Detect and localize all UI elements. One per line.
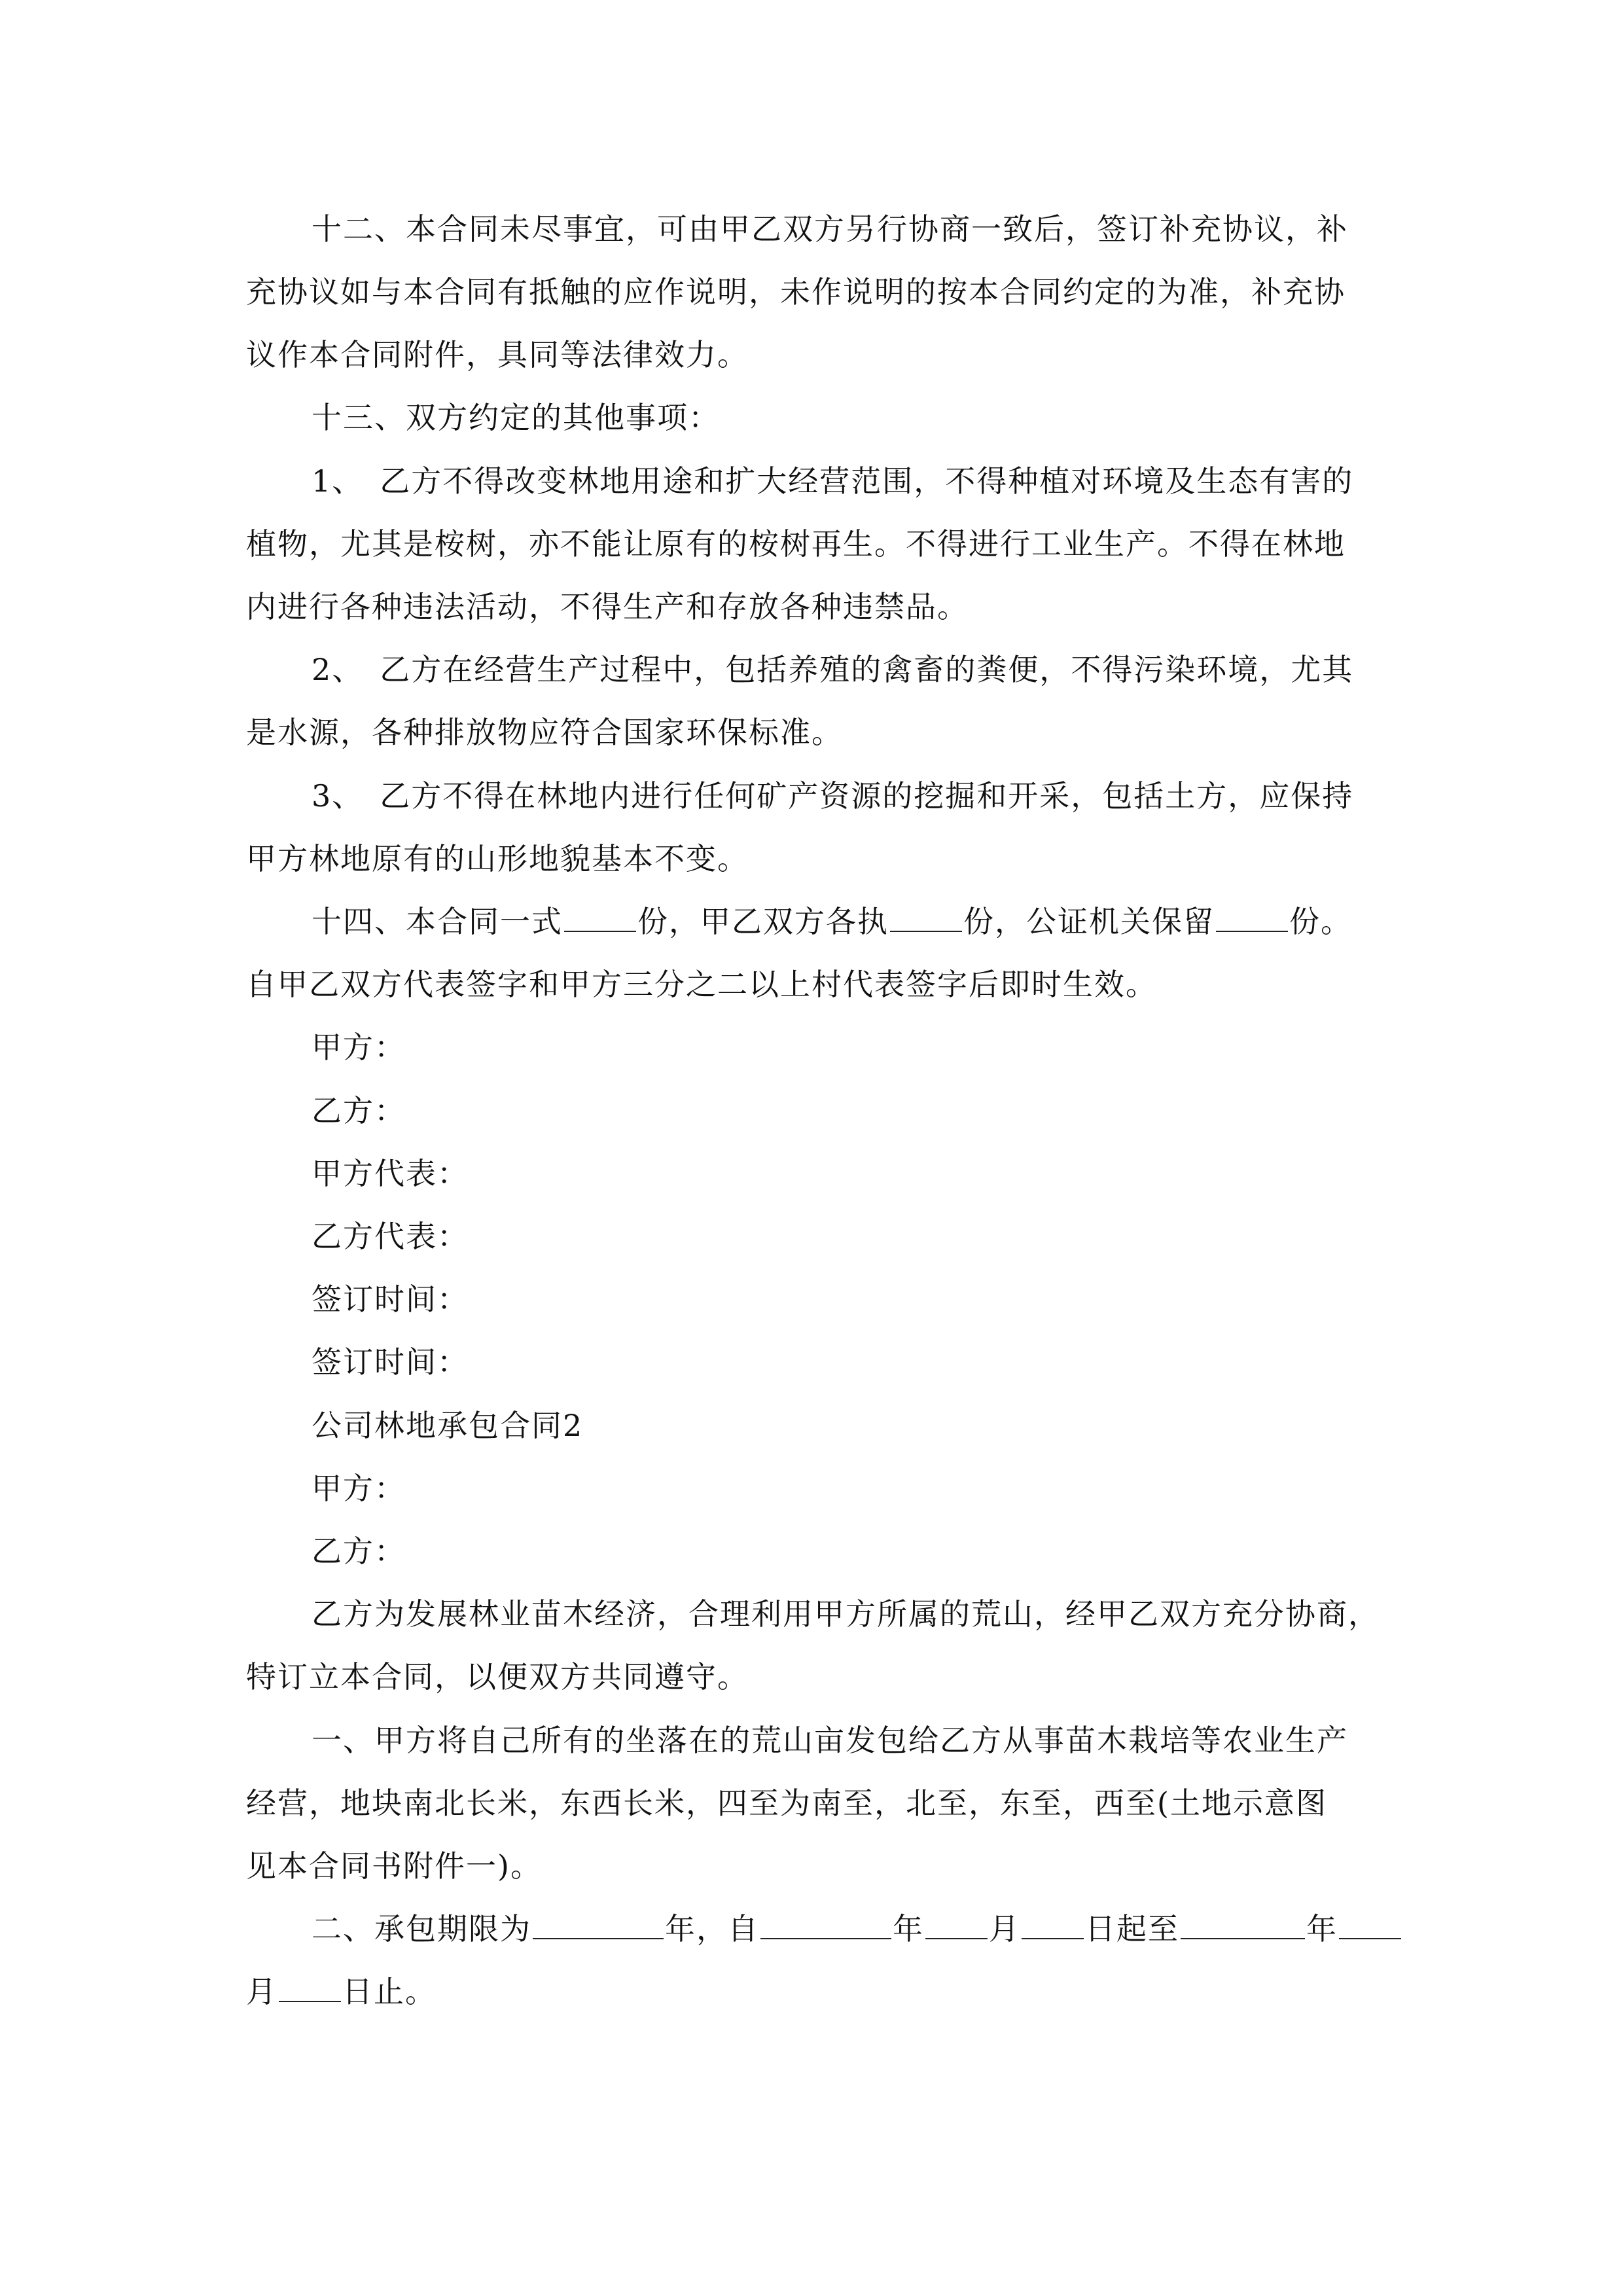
contract-2-clause-2-line-1: [312, 1909, 1402, 1948]
clause-13-item-1-line-3: 内进行各种违法活动，不得生产和存放各种违禁品。: [246, 589, 969, 624]
contract-2-intro-line-2: 特订立本合同，以便双方共同遵守。: [246, 1659, 749, 1695]
clause-13-item-3-line-2: 甲方林地原有的山形地貌基本不变。: [246, 841, 749, 876]
clause-13-item-1-line-2: 植物，尤其是桉树，亦不能让原有的桉树再生。不得进行工业生产。不得在林地: [246, 526, 1346, 562]
signature-party-b-rep: 乙方代表：: [312, 1219, 469, 1254]
clause-13-item-2-line-1: 2、 乙方在经营生产过程中，包括养殖的禽畜的粪便，不得污染环境，尤其: [312, 652, 1354, 687]
term-part-5: 日起至: [1085, 1911, 1179, 1946]
signature-party-a: 甲方：: [312, 1030, 406, 1065]
clause-12-line-1: 十二、本合同未尽事宜，可由甲乙双方另行协商一致后，签订补充协议，补: [312, 211, 1348, 247]
term-years-blank[interactable]: [533, 1912, 664, 1939]
contract-2-clause-1-line-3: 见本合同书附件一)。: [246, 1848, 542, 1884]
signature-party-a-rep: 甲方代表：: [312, 1156, 469, 1191]
clause-14-line-2: 自甲乙双方代表签字和甲方三分之二以上村代表签字后即时生效。: [246, 967, 1157, 1002]
start-day-blank[interactable]: [1022, 1912, 1084, 1939]
clause-13-item-2-line-2: 是水源，各种排放物应符合国家环保标准。: [246, 715, 843, 750]
copies-total-blank[interactable]: [564, 905, 636, 932]
term-line2-part-1: 月: [246, 1974, 277, 2009]
clause-14-part-2: 份，甲乙双方各执: [637, 904, 889, 939]
contract-2-clause-1-line-1: 一、甲方将自己所有的坐落在的荒山亩发包给乙方从事苗木栽培等农业生产: [312, 1723, 1348, 1758]
term-part-2: 年，自: [665, 1911, 759, 1946]
copies-notary-blank[interactable]: [1216, 905, 1288, 932]
clause-13-item-3-line-1: 3、 乙方不得在林地内进行任何矿产资源的挖掘和开采，包括土方，应保持: [312, 778, 1354, 814]
clause-12-line-2: 充协议如与本合同有抵触的应作说明，未作说明的按本合同约定的为准，补充协: [246, 274, 1346, 310]
clause-14-part-1: 十四、本合同一式: [312, 904, 563, 939]
signature-party-b: 乙方：: [312, 1093, 406, 1128]
clause-14-part-3: 份，公证机关保留: [963, 904, 1215, 939]
contract-2-clause-1-line-2: 经营，地块南北长米，东西长米，四至为南至，北至，东至，西至(土地示意图: [246, 1785, 1327, 1821]
term-part-1: 二、承包期限为: [312, 1911, 531, 1946]
contract-2-intro-line-1: 乙方为发展林业苗木经济，合理利用甲方所属的荒山，经甲乙双方充分协商，: [312, 1596, 1380, 1632]
signature-time-1: 签订时间：: [312, 1282, 469, 1317]
clause-14-part-4: 份。: [1289, 904, 1352, 939]
term-part-6: 年: [1306, 1911, 1338, 1946]
clause-13-item-1-line-1: 1、 乙方不得改变林地用途和扩大经营范围，不得种植对环境及生态有害的: [312, 463, 1354, 499]
end-day-blank[interactable]: [279, 1975, 341, 2002]
signature-time-2: 签订时间：: [312, 1344, 469, 1380]
contract-2-party-a: 甲方：: [312, 1471, 406, 1506]
start-month-blank[interactable]: [925, 1912, 988, 1939]
clause-14-line-1: [312, 902, 1352, 941]
copies-each-blank[interactable]: [890, 905, 962, 932]
contract-2-party-b: 乙方：: [312, 1534, 406, 1569]
end-year-blank[interactable]: [1181, 1912, 1305, 1939]
clause-13-title: 十三、双方约定的其他事项：: [312, 400, 720, 435]
contract-2-title: 公司林地承包合同2: [312, 1408, 584, 1443]
end-month-blank[interactable]: [1339, 1912, 1401, 1939]
start-year-blank[interactable]: [760, 1912, 891, 1939]
term-line2-part-2: 日止。: [342, 1974, 437, 2009]
term-part-3: 年: [893, 1911, 924, 1946]
contract-2-clause-2-line-2: [246, 1972, 437, 2011]
term-part-4: 月: [989, 1911, 1020, 1946]
clause-12-line-3: 议作本合同附件，具同等法律效力。: [246, 337, 749, 372]
